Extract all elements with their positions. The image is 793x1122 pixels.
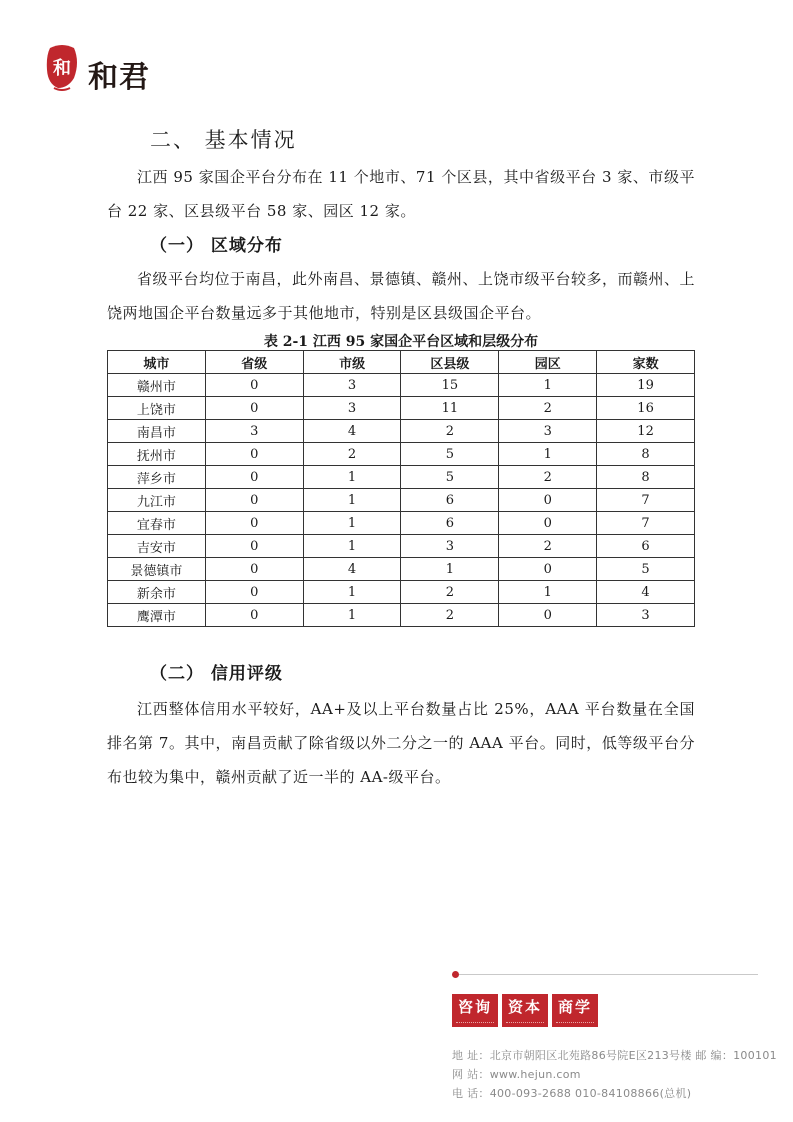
count-cell: 15 <box>401 374 499 397</box>
count-cell: 2 <box>499 535 597 558</box>
count-cell: 5 <box>401 443 499 466</box>
count-cell: 5 <box>597 558 695 581</box>
count-cell: 19 <box>597 374 695 397</box>
slogan-capital: 资本 <box>502 994 548 1027</box>
logo-text: 和君 <box>88 60 150 95</box>
count-cell: 6 <box>401 489 499 512</box>
city-cell: 九江市 <box>108 489 206 512</box>
count-cell: 0 <box>499 558 597 581</box>
slogan-business-school: 商学 <box>552 994 598 1027</box>
count-cell: 2 <box>401 604 499 627</box>
city-cell: 南昌市 <box>108 420 206 443</box>
count-cell: 3 <box>303 397 401 420</box>
city-cell: 赣州市 <box>108 374 206 397</box>
count-cell: 0 <box>205 581 303 604</box>
city-cell: 萍乡市 <box>108 466 206 489</box>
count-cell: 0 <box>205 397 303 420</box>
footer-website[interactable]: 网 站：www.hejun.com <box>452 1068 581 1081</box>
count-cell: 0 <box>499 489 597 512</box>
count-cell: 6 <box>401 512 499 535</box>
count-cell: 0 <box>499 512 597 535</box>
count-cell: 1 <box>499 443 597 466</box>
count-cell: 1 <box>401 558 499 581</box>
count-cell: 1 <box>303 604 401 627</box>
count-cell: 8 <box>597 443 695 466</box>
count-cell: 3 <box>597 604 695 627</box>
region-paragraph: 省级平台均位于南昌，此外南昌、景德镇、赣州、上饶市级平台较多，而赣州、上饶两地国企平台数量远多于其他地市，特别是区县级国企平台。 <box>107 270 696 322</box>
svg-text:和: 和 <box>53 58 71 79</box>
table-caption: 表 2-1 江西 95 家国企平台区域和层级分布 <box>263 334 539 350</box>
table-row <box>108 443 695 466</box>
table-row <box>108 466 695 489</box>
count-cell: 0 <box>205 512 303 535</box>
table-row <box>108 558 695 581</box>
count-cell: 0 <box>205 443 303 466</box>
city-cell: 宜春市 <box>108 512 206 535</box>
slogan-consulting: 咨询 <box>452 994 498 1027</box>
count-cell: 11 <box>401 397 499 420</box>
footer-slogan <box>452 994 598 1027</box>
table-row <box>108 374 695 397</box>
header-county: 区县级 <box>401 351 499 374</box>
count-cell: 4 <box>303 420 401 443</box>
count-cell: 0 <box>205 604 303 627</box>
city-cell: 新余市 <box>108 581 206 604</box>
count-cell: 2 <box>401 420 499 443</box>
count-cell: 0 <box>205 374 303 397</box>
count-cell: 2 <box>303 443 401 466</box>
header-city: 城市 <box>108 351 206 374</box>
count-cell: 12 <box>597 420 695 443</box>
count-cell: 4 <box>303 558 401 581</box>
count-cell: 3 <box>303 374 401 397</box>
count-cell: 0 <box>205 558 303 581</box>
credit-paragraph: 江西整体信用水平较好，AA+及以上平台数量占比 25%，AAA 平台数量在全国排名第 7。其中，南昌贡献了除省级以外二分之一的 AAA 平台。同时，低等级平台分布也较为集中，赣州贡献了近一半的 AA-级平台。 <box>107 700 695 786</box>
table-row <box>108 397 695 420</box>
count-cell: 2 <box>499 397 597 420</box>
table-row <box>108 512 695 535</box>
count-cell: 16 <box>597 397 695 420</box>
city-cell: 鹰潭市 <box>108 604 206 627</box>
count-cell: 1 <box>303 581 401 604</box>
table-row <box>108 489 695 512</box>
header-park: 园区 <box>499 351 597 374</box>
footer-dot <box>452 971 459 978</box>
count-cell: 1 <box>499 374 597 397</box>
seal-icon <box>44 44 80 92</box>
count-cell: 4 <box>597 581 695 604</box>
distribution-table <box>107 350 695 627</box>
city-cell: 上饶市 <box>108 397 206 420</box>
count-cell: 0 <box>499 604 597 627</box>
footer-address: 地 址：北京市朝阳区北苑路86号院E区213号楼 邮 编：100101 <box>452 1049 777 1062</box>
city-cell: 抚州市 <box>108 443 206 466</box>
count-cell: 1 <box>303 535 401 558</box>
count-cell: 0 <box>205 489 303 512</box>
company-logo <box>44 44 174 96</box>
table-row <box>108 604 695 627</box>
count-cell: 2 <box>499 466 597 489</box>
credit-heading: （二） 信用评级 <box>150 664 283 684</box>
footer-phone: 电 话：400-093-2688 010-84108866(总机) <box>452 1087 692 1100</box>
count-cell: 8 <box>597 466 695 489</box>
count-cell: 0 <box>205 466 303 489</box>
count-cell: 3 <box>499 420 597 443</box>
count-cell: 1 <box>303 512 401 535</box>
header-total: 家数 <box>597 351 695 374</box>
region-heading: （一） 区域分布 <box>150 236 283 256</box>
count-cell: 6 <box>597 535 695 558</box>
count-cell: 5 <box>401 466 499 489</box>
count-cell: 1 <box>499 581 597 604</box>
count-cell: 1 <box>303 466 401 489</box>
count-cell: 2 <box>401 581 499 604</box>
intro-paragraph: 江西 95 家国企平台分布在 11 个地市、71 个区县，其中省级平台 3 家、市级平台 22 家、区县级平台 58 家、园区 12 家。 <box>107 168 695 220</box>
city-cell: 吉安市 <box>108 535 206 558</box>
footer-divider <box>452 974 758 975</box>
count-cell: 3 <box>401 535 499 558</box>
city-cell: 景德镇市 <box>108 558 206 581</box>
header-provincial: 省级 <box>205 351 303 374</box>
table-row <box>108 535 695 558</box>
table-row <box>108 581 695 604</box>
table-header-row <box>108 351 695 374</box>
count-cell: 7 <box>597 512 695 535</box>
header-municipal: 市级 <box>303 351 401 374</box>
count-cell: 3 <box>205 420 303 443</box>
count-cell: 7 <box>597 489 695 512</box>
section-title: 二、 基本情况 <box>150 128 297 152</box>
count-cell: 0 <box>205 535 303 558</box>
table-row <box>108 420 695 443</box>
count-cell: 1 <box>303 489 401 512</box>
